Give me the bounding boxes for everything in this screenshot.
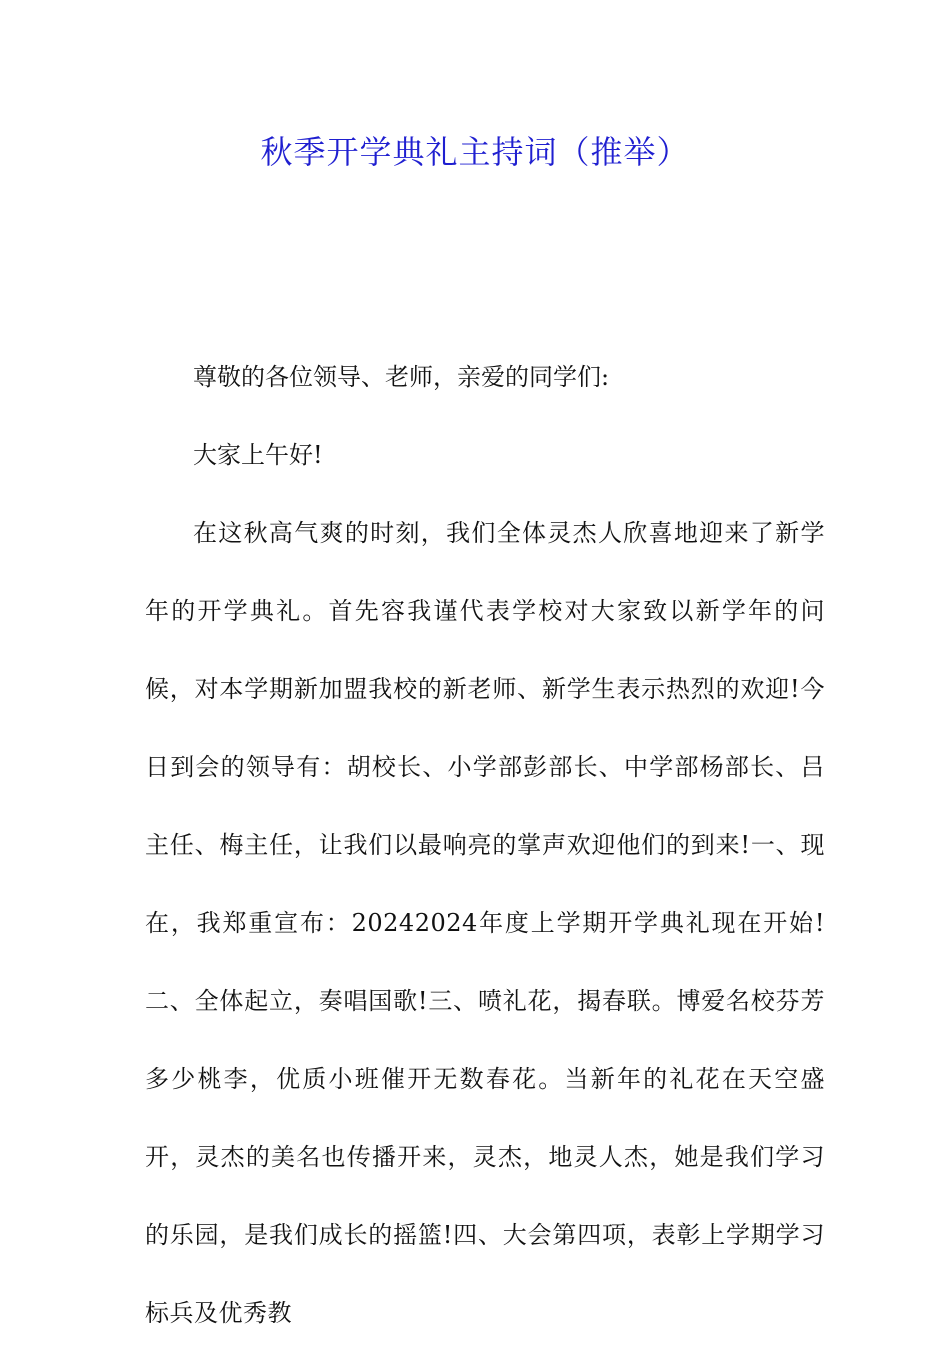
main-paragraph: 在这秋高气爽的时刻，我们全体灵杰人欣喜地迎来了新学年的开学典礼。首先容我谨代表学校对大家致以新学年的问候，对本学期新加盟我校的新老师、新学生表示热烈的欢迎!今日到会的领导有：胡校长、小学部彭部长、中学部杨部长、吕主任、梅主任，让我们以最响亮的掌声欢迎他们的到来!一、现在，我郑重宣布：20242024年度上学期开学典礼现在开始!二、全体起立，奏唱国歌!三、喷礼花，揭春联。博爱名校芬芳多少桃李，优质小班催开无数春花。当新年的礼花在天空盛开，灵杰的美名也传播开来，灵杰，地灵人杰，她是我们学习的乐园，是我们成长的摇篮!四、大会第四项，表彰上学期学习标兵及优秀教 — [145, 519, 825, 1327]
salutation-paragraph: 尊敬的各位领导、老师，亲爱的同学们: — [193, 363, 610, 391]
greeting-paragraph: 大家上午好! — [193, 441, 323, 469]
document-body — [145, 338, 825, 1352]
document-title: 秋季开学典礼主持词（推举） — [260, 133, 690, 171]
